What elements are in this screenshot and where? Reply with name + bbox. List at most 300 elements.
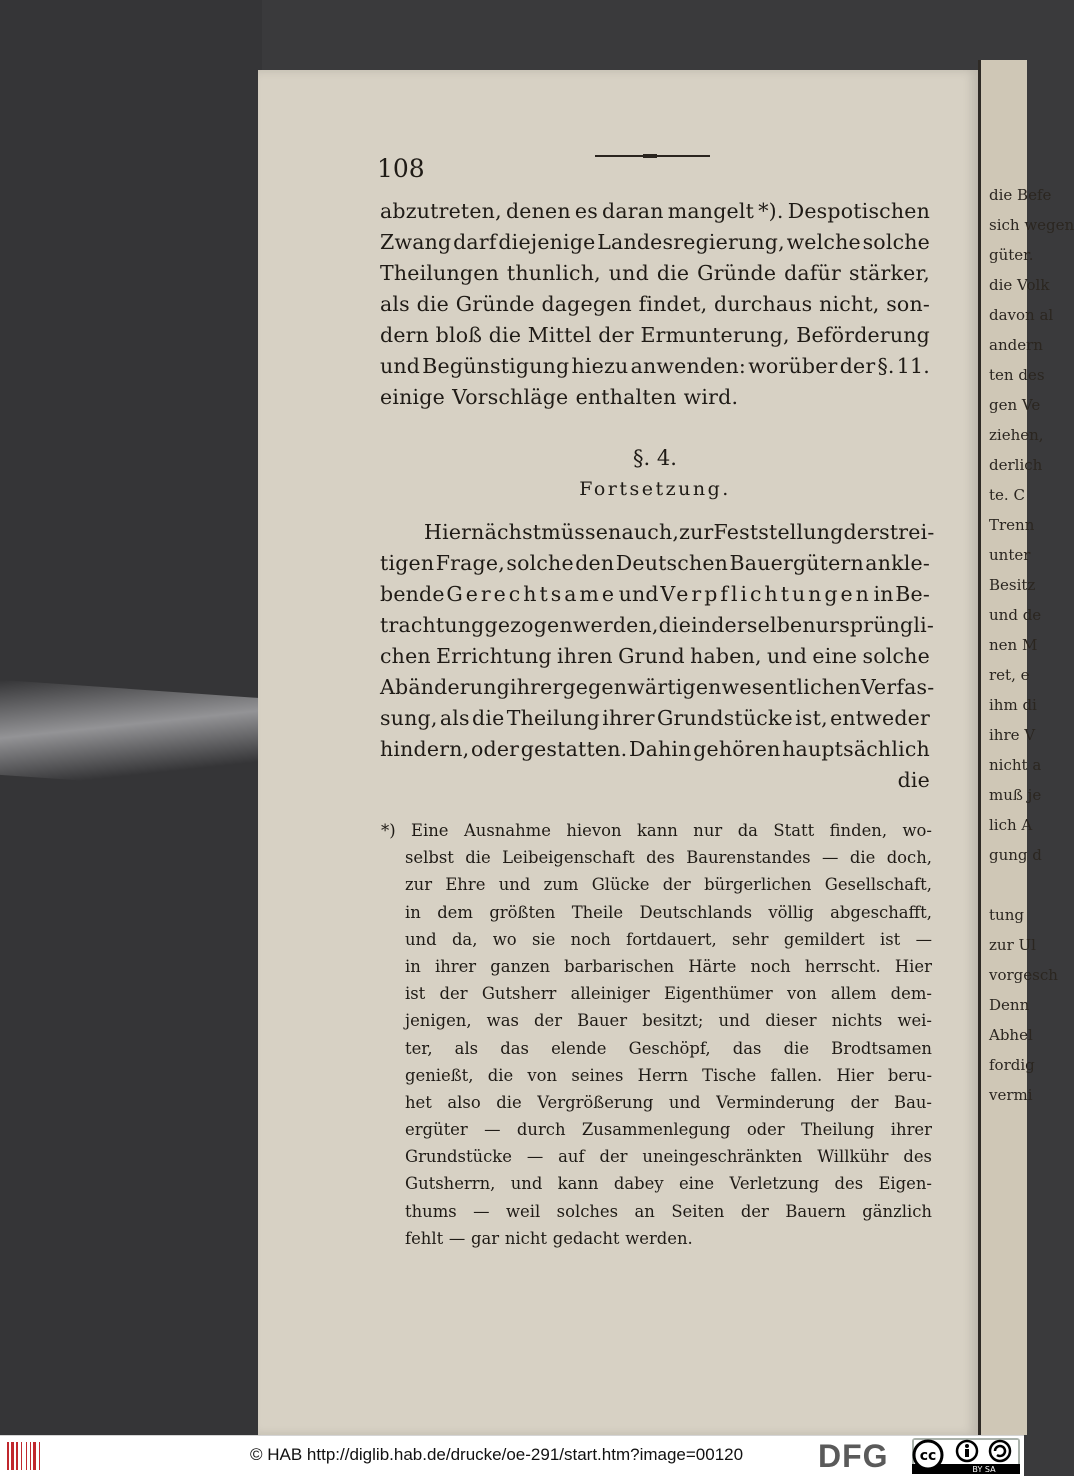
- word: jenigen,: [405, 1011, 472, 1031]
- facing-text-line: ten des: [989, 366, 1045, 384]
- word: Ehre: [445, 875, 486, 895]
- text-line: [380, 734, 930, 765]
- facing-text-line: fordig: [989, 1056, 1035, 1074]
- word: an: [634, 1201, 655, 1221]
- barcode-bar: [11, 1442, 14, 1470]
- word: völlig: [768, 902, 814, 922]
- word: elende: [551, 1038, 607, 1058]
- text-line: [380, 227, 930, 258]
- word: und: [405, 929, 437, 949]
- word: Verletzung: [729, 1174, 820, 1194]
- text-line: [405, 1007, 932, 1034]
- word: eine: [678, 1174, 715, 1194]
- word: als: [380, 292, 410, 316]
- text-line: [380, 517, 935, 548]
- text-line: [405, 899, 932, 926]
- text-line: [380, 320, 930, 351]
- barcode-bar: [7, 1442, 9, 1470]
- word: noch: [570, 929, 611, 949]
- word: Hier: [894, 956, 932, 976]
- text-line: [405, 926, 932, 953]
- word: und: [618, 582, 659, 606]
- word: als: [439, 706, 470, 730]
- word: das: [732, 1038, 762, 1058]
- barcode-bar: [21, 1442, 22, 1470]
- word: Theile: [571, 902, 624, 922]
- word: noch: [750, 956, 791, 976]
- word: *): [381, 821, 396, 840]
- word: der: [850, 1092, 879, 1112]
- word: durch: [516, 1120, 566, 1140]
- word: gegenwärtigen: [562, 675, 722, 699]
- text-line: [380, 258, 930, 289]
- facing-text-line: derlich: [989, 456, 1043, 474]
- word: des: [903, 1147, 932, 1167]
- word: Be-: [895, 582, 930, 606]
- word: —: [448, 1228, 466, 1248]
- word: Geschöpf,: [628, 1038, 711, 1058]
- text-line: [405, 1035, 932, 1062]
- word: sie: [531, 929, 556, 949]
- word: und: [380, 354, 421, 378]
- word: mangelt: [667, 199, 755, 223]
- word: Theilung: [506, 706, 600, 730]
- word: Despotischen: [787, 199, 930, 223]
- word: Tische: [702, 1065, 757, 1085]
- word: Verminderung: [716, 1092, 835, 1112]
- word: son-: [886, 292, 930, 316]
- facing-text-line: ihre V: [989, 726, 1036, 744]
- word: Statt: [773, 821, 815, 840]
- word: die: [783, 1038, 810, 1058]
- word: thums: [405, 1201, 457, 1221]
- facing-page: [978, 60, 1074, 1435]
- word: ihrer: [434, 956, 477, 976]
- word: Dahin: [628, 737, 692, 761]
- word: Mittel: [527, 323, 592, 347]
- facing-text-line: die Volk: [989, 276, 1050, 294]
- word: nicht: [504, 1228, 547, 1248]
- word: durchaus: [714, 292, 813, 316]
- word: Eigenthümer: [663, 984, 773, 1004]
- word: dagegen: [541, 292, 632, 316]
- word: Theilung: [801, 1120, 875, 1140]
- word: eine: [812, 644, 858, 668]
- footnote: [381, 817, 932, 1252]
- word: ihrer: [890, 1120, 932, 1140]
- barcode-icon: [6, 1440, 46, 1472]
- word: wo-: [902, 821, 932, 840]
- word: gänzlich: [862, 1201, 932, 1221]
- word: ankle-: [865, 551, 930, 575]
- word: Bau-: [894, 1092, 932, 1112]
- word: dem-: [890, 984, 932, 1004]
- word: Eine: [411, 821, 449, 840]
- word: tigen: [380, 551, 435, 575]
- facing-text-line: sich wegen: [989, 216, 1074, 234]
- word: die: [487, 1065, 514, 1085]
- word: selbst: [405, 848, 454, 868]
- word: in: [405, 902, 421, 922]
- word: und: [608, 261, 649, 285]
- word: finden,: [829, 821, 888, 840]
- word: *).: [758, 199, 784, 223]
- word: dafür: [784, 261, 842, 285]
- facing-text-line: nicht a: [989, 756, 1042, 774]
- text-line: [380, 382, 930, 413]
- word: gezogen: [484, 613, 573, 637]
- word: welche: [786, 230, 861, 254]
- word: größten: [489, 902, 556, 922]
- word: Abänderung: [380, 675, 510, 699]
- facing-text-line: [981, 870, 1074, 900]
- word: und: [718, 1011, 751, 1031]
- facing-text-line: vorgesch: [989, 966, 1058, 984]
- word: weil: [505, 1201, 541, 1221]
- word: wesentlichen: [721, 675, 861, 699]
- word: —: [484, 1120, 501, 1140]
- word: —: [473, 1201, 490, 1221]
- word: alleiniger: [570, 984, 650, 1004]
- word: oder: [470, 737, 520, 761]
- word: solche: [862, 644, 930, 668]
- facing-text-line: nen M: [989, 636, 1038, 654]
- word: diejenige: [498, 230, 596, 254]
- word: herrscht.: [804, 956, 881, 976]
- facing-text-line: unter: [989, 546, 1031, 564]
- word: Verpflichtungen: [660, 582, 872, 606]
- word: wird.: [683, 385, 739, 409]
- word: het: [405, 1092, 432, 1112]
- word: das: [500, 1038, 529, 1058]
- section-title: Fortsetzung.: [579, 478, 731, 500]
- facing-text-line: die Befe: [989, 186, 1052, 204]
- facing-page-text: [981, 180, 1074, 1110]
- word: zum: [543, 875, 579, 895]
- word: hievon: [566, 821, 622, 840]
- word: dern: [380, 323, 430, 347]
- word: —: [822, 848, 839, 868]
- facing-text-line: tung: [989, 906, 1024, 924]
- word: ihrer: [509, 675, 563, 699]
- word: hiezu: [571, 354, 629, 378]
- word: einige: [380, 385, 445, 409]
- word: von: [786, 984, 817, 1004]
- facing-text-line: Trenn: [989, 516, 1035, 534]
- barcode-bar: [30, 1442, 31, 1470]
- text-line: [380, 641, 930, 672]
- word: nichts: [831, 1011, 883, 1031]
- word: strei-: [879, 520, 935, 544]
- word: der: [740, 1201, 769, 1221]
- word: dem: [437, 902, 473, 922]
- word: da,: [451, 929, 478, 949]
- page-header: [377, 148, 937, 188]
- word: Willkühr: [817, 1147, 889, 1167]
- facing-text-line: Abhel: [989, 1026, 1033, 1044]
- word: Grund: [618, 644, 685, 668]
- word: Gesellschaft,: [824, 875, 932, 895]
- word: allem: [830, 984, 877, 1004]
- word: werden,: [572, 613, 659, 637]
- facing-text-line: davon al: [989, 306, 1054, 324]
- word: seines: [571, 1065, 624, 1085]
- word: und: [766, 644, 808, 668]
- word: Herrn: [637, 1065, 688, 1085]
- word: es: [574, 199, 598, 223]
- word: müssen: [541, 520, 622, 544]
- word: ganzen: [490, 956, 551, 976]
- facing-text-line: gen Ve: [989, 396, 1041, 414]
- svg-text:cc: cc: [919, 1448, 937, 1464]
- word: hauptsächlich: [782, 737, 930, 761]
- word: die: [849, 848, 876, 868]
- word: ihrer: [602, 706, 655, 730]
- word: Feststellung: [713, 520, 844, 544]
- text-line: [380, 672, 935, 703]
- text-line: [380, 548, 930, 579]
- word: dieser: [765, 1011, 817, 1031]
- word: derselben: [711, 613, 816, 637]
- word: die: [488, 323, 522, 347]
- word: Bauergütern: [729, 551, 864, 575]
- body-paragraph-1: [380, 196, 930, 413]
- word: in: [691, 613, 712, 637]
- facing-text-line: gung d: [989, 846, 1042, 864]
- word: solche: [506, 551, 574, 575]
- word: solches: [556, 1201, 619, 1221]
- word: ist,: [795, 706, 828, 730]
- facing-text-line: lich A: [989, 816, 1033, 834]
- word: als: [454, 1038, 479, 1058]
- word: der: [534, 1011, 563, 1031]
- word: Bauern: [785, 1201, 846, 1221]
- word: §.: [877, 354, 895, 378]
- word: Gutsherr: [481, 984, 557, 1004]
- word: Gründe: [455, 292, 535, 316]
- word: gehören: [693, 737, 781, 761]
- word: Deutschen: [615, 551, 729, 575]
- word: Frage,: [435, 551, 505, 575]
- word: ihren: [556, 644, 613, 668]
- word: Ausnahme: [463, 821, 551, 840]
- text-line: [405, 1116, 932, 1143]
- word: zur: [679, 520, 714, 544]
- word: thunlich,: [506, 261, 601, 285]
- word: Begünstigung: [422, 354, 570, 378]
- word: trachtung: [380, 613, 485, 637]
- text-line: [380, 289, 930, 320]
- word: Hiernächst: [424, 520, 542, 544]
- source-credit-link[interactable]: © HAB http://diglib.hab.de/drucke/oe-291/start.htm?image=00120: [250, 1445, 744, 1464]
- word: der: [439, 984, 468, 1004]
- word: kann: [637, 821, 678, 840]
- word: sung,: [380, 706, 438, 730]
- word: solche: [862, 230, 930, 254]
- section-number: §. 4.: [633, 446, 677, 470]
- text-line: [405, 1170, 932, 1197]
- word: Leibeigenschaft: [502, 848, 635, 868]
- text-line: [405, 1143, 932, 1170]
- text-line: [380, 196, 930, 227]
- text-line: [405, 980, 932, 1007]
- word: die: [496, 1092, 522, 1112]
- word: abgeschafft,: [830, 902, 932, 922]
- text-line: [405, 844, 932, 871]
- word: die: [658, 613, 692, 637]
- page-number: 108: [377, 154, 425, 183]
- word: darf: [453, 230, 497, 254]
- word: auf: [558, 1147, 585, 1167]
- word: Theilungen: [380, 261, 499, 285]
- word: kann: [557, 1174, 599, 1194]
- facing-text-line: Besitz: [989, 576, 1036, 594]
- word: barbarischen: [564, 956, 675, 976]
- word: also: [447, 1092, 481, 1112]
- word: Landesregierung,: [597, 230, 785, 254]
- facing-text-line: ihm di: [989, 696, 1037, 714]
- word: Grundstücke: [405, 1147, 512, 1167]
- facing-text-line: andern: [989, 336, 1043, 354]
- word: Eigen-: [878, 1174, 932, 1194]
- text-line: [380, 765, 930, 796]
- text-line: [380, 579, 930, 610]
- word: Glücke: [591, 875, 650, 895]
- word: und: [510, 1174, 543, 1194]
- word: Errichtung: [436, 644, 552, 668]
- word: Deutschlands: [639, 902, 753, 922]
- word: Vergrößerung: [537, 1092, 654, 1112]
- facing-text-line: ziehen,: [989, 426, 1044, 444]
- license-label: BY SA: [972, 1465, 996, 1474]
- word: fortdauert,: [626, 929, 717, 949]
- word: werden.: [625, 1228, 693, 1248]
- word: 11.: [896, 354, 930, 378]
- word: chen: [380, 644, 431, 668]
- word: fallen.: [770, 1065, 823, 1085]
- text-line: [405, 1062, 932, 1089]
- facing-text-line: ret, e: [989, 666, 1030, 684]
- word: die: [472, 706, 505, 730]
- word: denen: [505, 199, 571, 223]
- word: oder: [746, 1120, 785, 1140]
- word: Grundstücke: [656, 706, 793, 730]
- word: Zusammenlegung: [581, 1120, 731, 1140]
- word: die: [416, 292, 450, 316]
- word: haben,: [690, 644, 762, 668]
- word: daran: [602, 199, 664, 223]
- word: genießt,: [405, 1065, 474, 1085]
- word: beru-: [887, 1065, 932, 1085]
- word: den: [575, 551, 615, 575]
- word: Gutsherrn,: [405, 1174, 496, 1194]
- facing-text-line: muß je: [989, 786, 1042, 804]
- word: worüber: [748, 354, 838, 378]
- word: auch,: [621, 520, 680, 544]
- word: der: [839, 354, 876, 378]
- word: bürgerlichen: [704, 875, 812, 895]
- text-line: [381, 817, 932, 844]
- word: der: [843, 520, 880, 544]
- word: Ermunterung,: [640, 323, 790, 347]
- word: sehr: [732, 929, 769, 949]
- word: gemildert: [783, 929, 865, 949]
- word: Vorschläge: [452, 385, 569, 409]
- word: gestatten.: [520, 737, 628, 761]
- word: Verfas-: [860, 675, 935, 699]
- word: hindern,: [380, 737, 470, 761]
- word: gedacht: [552, 1228, 620, 1248]
- word: der: [662, 875, 691, 895]
- scanner-glare: [0, 680, 290, 795]
- word: die: [656, 261, 690, 285]
- word: der: [598, 323, 634, 347]
- word: wo: [492, 929, 517, 949]
- barcode-bar: [26, 1442, 27, 1470]
- word: was: [486, 1011, 519, 1031]
- word: ist: [405, 984, 426, 1004]
- word: und: [498, 875, 531, 895]
- word: die: [465, 848, 491, 868]
- word: ist: [880, 929, 901, 949]
- word: Brodtsamen: [831, 1038, 932, 1058]
- word: entweder: [830, 706, 930, 730]
- word: ter,: [405, 1038, 433, 1058]
- text-line: [405, 1198, 932, 1225]
- word: fehlt: [405, 1228, 444, 1248]
- word: Bauer: [577, 1011, 628, 1031]
- text-line: [380, 703, 930, 734]
- word: enthalten: [575, 385, 677, 409]
- word: Seiten: [671, 1201, 725, 1221]
- word: die: [897, 768, 930, 792]
- word: Gründe: [697, 261, 777, 285]
- word: nicht,: [819, 292, 880, 316]
- word: abzutreten,: [380, 199, 502, 223]
- facing-text-line: güter.: [989, 246, 1034, 264]
- text-line: [405, 1089, 932, 1116]
- word: zur: [405, 875, 433, 895]
- word: findet,: [638, 292, 708, 316]
- word: doch,: [886, 848, 932, 868]
- word: und: [668, 1092, 701, 1112]
- word: —: [915, 929, 932, 949]
- word: wei-: [897, 1011, 932, 1031]
- word: Baurenstandes: [686, 848, 811, 868]
- barcode-bar: [33, 1442, 36, 1470]
- word: in: [405, 956, 421, 976]
- word: —: [526, 1147, 544, 1167]
- word: nur: [693, 821, 723, 840]
- word: Beförderung: [796, 323, 930, 347]
- word: des: [646, 848, 675, 868]
- word: Hier: [836, 1065, 874, 1085]
- text-line: [380, 610, 934, 641]
- dfg-logo: DFG: [818, 1438, 889, 1474]
- word: Zwang: [380, 230, 452, 254]
- facing-text-line: und de: [989, 606, 1042, 624]
- facing-text-line: zur Ul: [989, 936, 1036, 954]
- body-paragraph-2: [380, 517, 935, 796]
- header-ornament-rule: [595, 155, 710, 157]
- word: Härte: [688, 956, 737, 976]
- word: anwenden:: [630, 354, 747, 378]
- text-line: [405, 1225, 932, 1252]
- word: ergüter: [405, 1120, 468, 1140]
- word: von: [527, 1065, 558, 1085]
- cc-license-icon[interactable]: [912, 1438, 1020, 1474]
- word: Gerechtsame: [446, 582, 618, 606]
